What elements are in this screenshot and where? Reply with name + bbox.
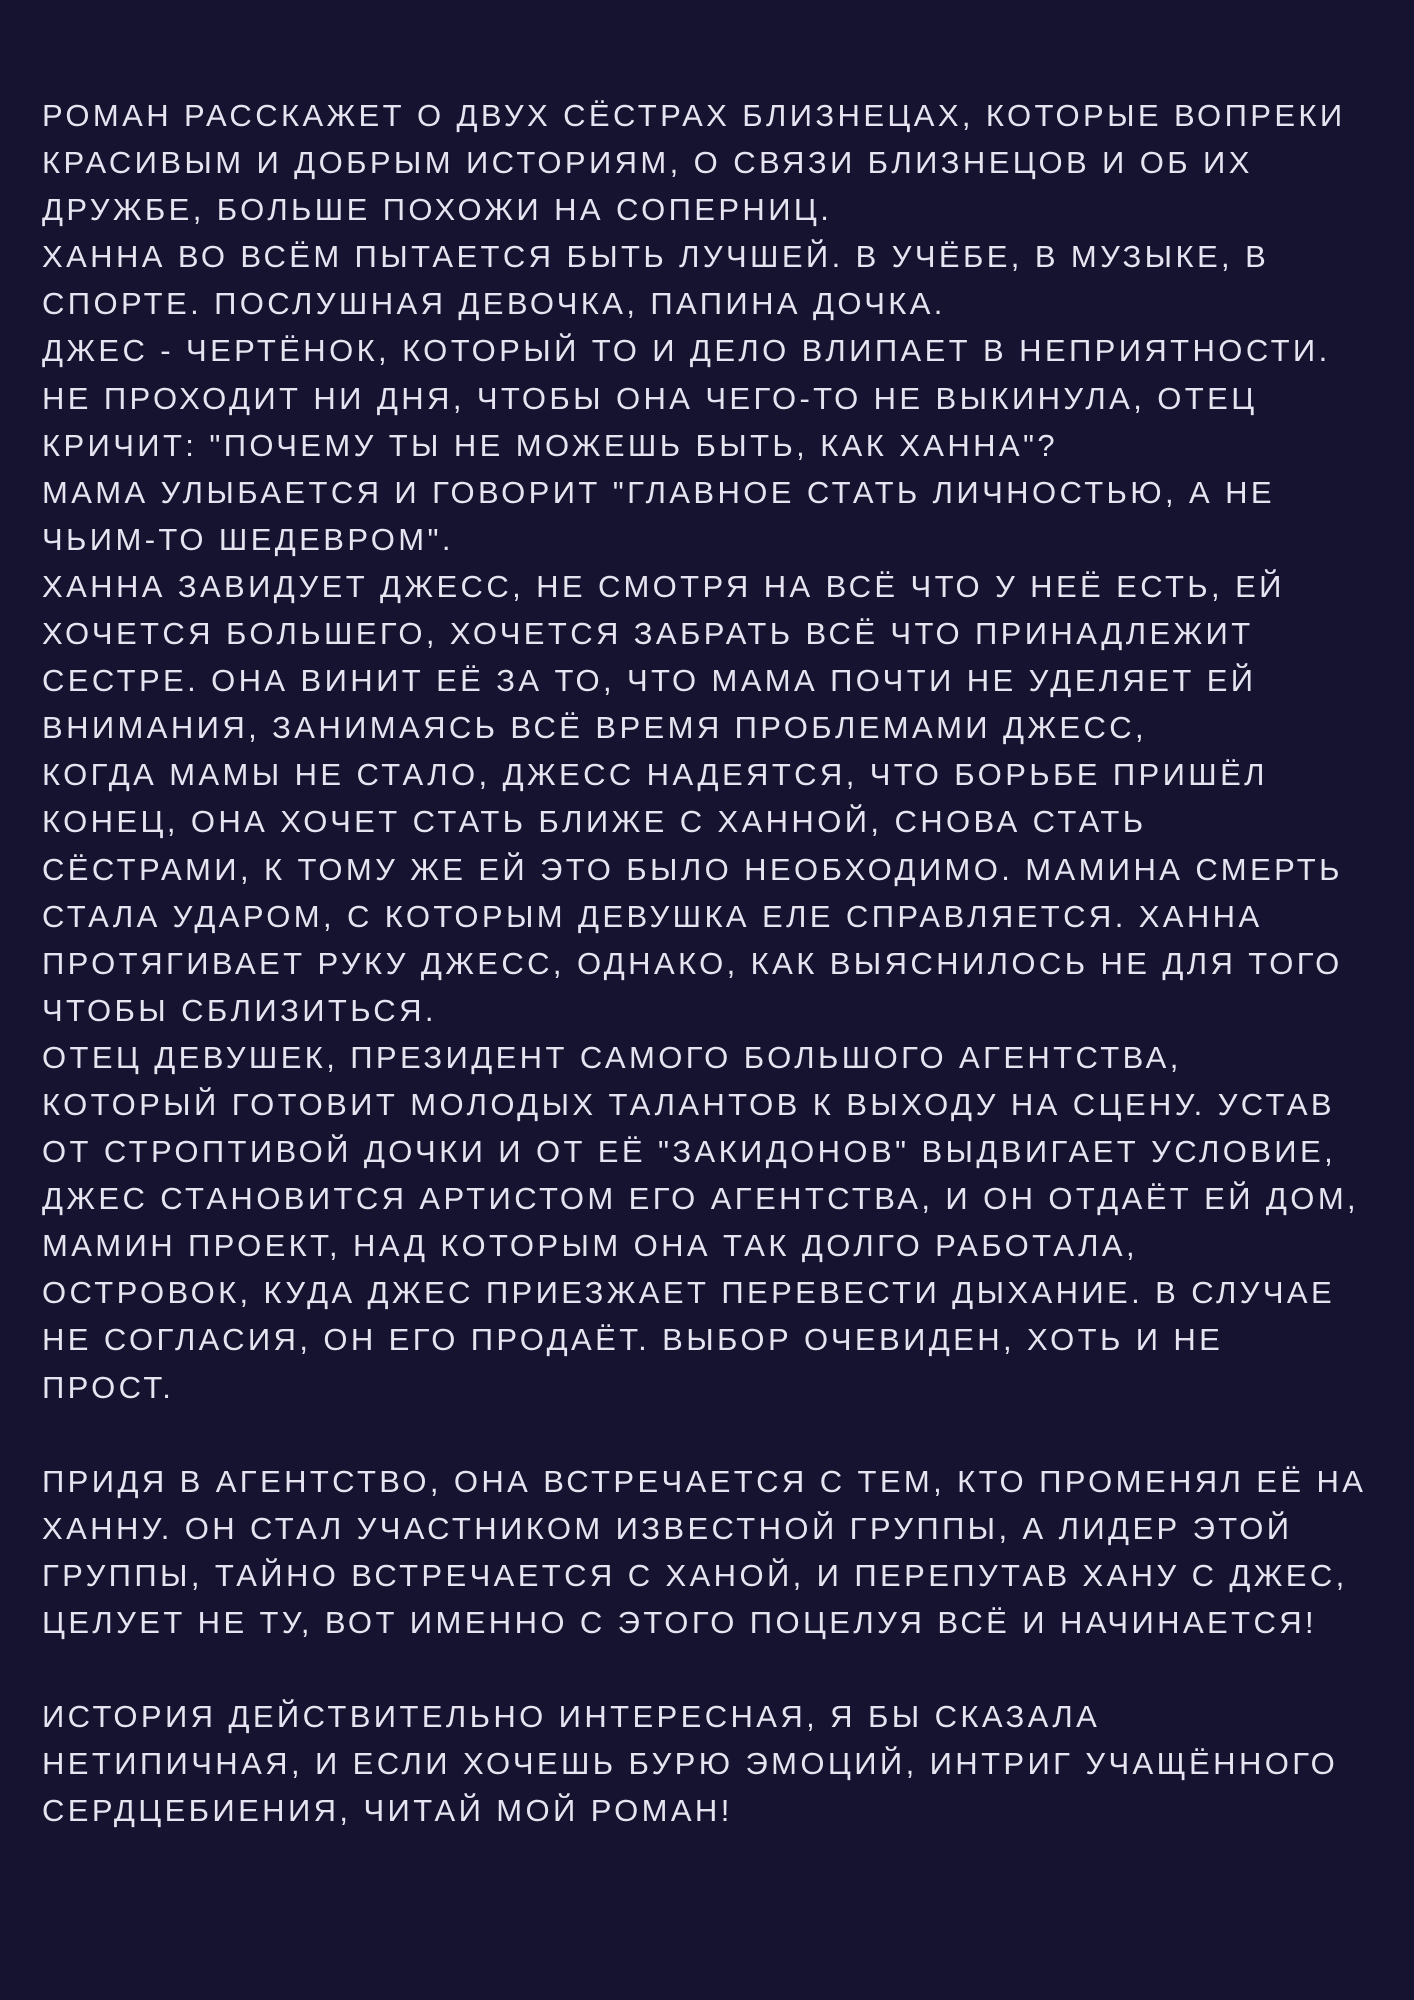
- text-line: ПРОТЯГИВАЕТ РУКУ ДЖЕСС, ОДНАКО, КАК ВЫЯСНИЛОСЬ НЕ ДЛЯ ТОГО: [42, 945, 1343, 981]
- text-line: НЕ СОГЛАСИЯ, ОН ЕГО ПРОДАЁТ. ВЫБОР ОЧЕВИДЕН, ХОТЬ И НЕ: [42, 1322, 1224, 1358]
- text-line: ДЖЕС - ЧЕРТЁНОК, КОТОРЫЙ ТО И ДЕЛО ВЛИПАЕТ В НЕПРИЯТНОСТИ.: [42, 333, 1331, 369]
- text-line: СЕРДЦЕБИЕНИЯ, ЧИТАЙ МОЙ РОМАН!: [42, 1793, 733, 1829]
- text-line: НЕТИПИЧНАЯ, И ЕСЛИ ХОЧЕШЬ БУРЮ ЭМОЦИЙ, ИНТРИГ УЧАЩЁННОГО: [42, 1746, 1339, 1782]
- text-line: КОНЕЦ, ОНА ХОЧЕТ СТАТЬ БЛИЖЕ С ХАННОЙ, СНОВА СТАТЬ: [42, 804, 1147, 840]
- text-line: ОТЕЦ ДЕВУШЕК, ПРЕЗИДЕНТ САМОГО БОЛЬШОГО АГЕНТСТВА,: [42, 1039, 1182, 1075]
- paragraph-closing: [42, 1693, 1392, 1834]
- text-line: ДРУЖБЕ, БОЛЬШЕ ПОХОЖИ НА СОПЕРНИЦ.: [42, 192, 833, 228]
- text-line: КРАСИВЫМ И ДОБРЫМ ИСТОРИЯМ, О СВЯЗИ БЛИЗНЕЦОВ И ОБ ИХ: [42, 145, 1253, 181]
- text-line: НЕ ПРОХОДИТ НИ ДНЯ, ЧТОБЫ ОНА ЧЕГО-ТО НЕ ВЫКИНУЛА, ОТЕЦ: [42, 380, 1258, 416]
- text-line: ДЖЕС СТАНОВИТСЯ АРТИСТОМ ЕГО АГЕНТСТВА, И ОН ОТДАЁТ ЕЙ ДОМ,: [42, 1181, 1360, 1217]
- synopsis-text: [42, 92, 1392, 1834]
- text-line: КОТОРЫЙ ГОТОВИТ МОЛОДЫХ ТАЛАНТОВ К ВЫХОДУ НА СЦЕНУ. УСТАВ: [42, 1086, 1336, 1122]
- text-line: КОГДА МАМЫ НЕ СТАЛО, ДЖЕСС НАДЕЯТСЯ, ЧТО БОРЬБЕ ПРИШЁЛ: [42, 757, 1268, 793]
- text-line: ГРУППЫ, ТАЙНО ВСТРЕЧАЕТСЯ С ХАНОЙ, И ПЕРЕПУТАВ ХАНУ С ДЖЕС,: [42, 1557, 1348, 1593]
- text-line: ЧТОБЫ СБЛИЗИТЬСЯ.: [42, 992, 437, 1028]
- text-line: ИСТОРИЯ ДЕЙСТВИТЕЛЬНО ИНТЕРЕСНАЯ, Я БЫ СКАЗАЛА: [42, 1699, 1101, 1735]
- text-line: ОТ СТРОПТИВОЙ ДОЧКИ И ОТ ЕЁ "ЗАКИДОНОВ" ВЫДВИГАЕТ УСЛОВИЕ,: [42, 1134, 1337, 1170]
- text-line: ХАННА ВО ВСЁМ ПЫТАЕТСЯ БЫТЬ ЛУЧШЕЙ. В УЧЁБЕ, В МУЗЫКЕ, В: [42, 239, 1270, 275]
- text-line: ВНИМАНИЯ, ЗАНИМАЯСЬ ВСЁ ВРЕМЯ ПРОБЛЕМАМИ ДЖЕСС,: [42, 710, 1148, 746]
- text-line: ПРОСТ.: [42, 1369, 175, 1405]
- paragraph-plot: [42, 92, 1392, 1411]
- paragraph-agency: [42, 1458, 1392, 1646]
- text-line: СЕСТРЕ. ОНА ВИНИТ ЕЁ ЗА ТО, ЧТО МАМА ПОЧТИ НЕ УДЕЛЯЕТ ЕЙ: [42, 663, 1257, 699]
- text-line: КРИЧИТ: "ПОЧЕМУ ТЫ НЕ МОЖЕШЬ БЫТЬ, КАК ХАННА"?: [42, 427, 1059, 463]
- text-line: ЧЬИМ-ТО ШЕДЕВРОМ".: [42, 521, 454, 557]
- text-line: ПРИДЯ В АГЕНТСТВО, ОНА ВСТРЕЧАЕТСЯ С ТЕМ, КТО ПРОМЕНЯЛ ЕЁ НА: [42, 1463, 1367, 1499]
- text-line: ЦЕЛУЕТ НЕ ТУ, ВОТ ИМЕННО С ЭТОГО ПОЦЕЛУЯ ВСЁ И НАЧИНАЕТСЯ!: [42, 1605, 1318, 1640]
- text-line: РОМАН РАССКАЖЕТ О ДВУХ СЁСТРАХ БЛИЗНЕЦАХ, КОТОРЫЕ ВОПРЕКИ: [42, 98, 1346, 133]
- text-line: СТАЛА УДАРОМ, С КОТОРЫМ ДЕВУШКА ЕЛЕ СПРАВЛЯЕТСЯ. ХАННА: [42, 898, 1263, 934]
- text-line: ХАННА ЗАВИДУЕТ ДЖЕСС, НЕ СМОТРЯ НА ВСЁ ЧТО У НЕЁ ЕСТЬ, ЕЙ: [42, 568, 1285, 604]
- text-line: СПОРТЕ. ПОСЛУШНАЯ ДЕВОЧКА, ПАПИНА ДОЧКА.: [42, 286, 946, 322]
- text-line: МАМА УЛЫБАЕТСЯ И ГОВОРИТ "ГЛАВНОЕ СТАТЬ ЛИЧНОСТЬЮ, А НЕ: [42, 474, 1275, 510]
- text-line: СЁСТРАМИ, К ТОМУ ЖЕ ЕЙ ЭТО БЫЛО НЕОБХОДИМО. МАМИНА СМЕРТЬ: [42, 851, 1343, 887]
- text-line: МАМИН ПРОЕКТ, НАД КОТОРЫМ ОНА ТАК ДОЛГО РАБОТАЛА,: [42, 1228, 1138, 1264]
- text-line: ОСТРОВОК, КУДА ДЖЕС ПРИЕЗЖАЕТ ПЕРЕВЕСТИ ДЫХАНИЕ. В СЛУЧАЕ: [42, 1275, 1336, 1311]
- text-line: ХАННУ. ОН СТАЛ УЧАСТНИКОМ ИЗВЕСТНОЙ ГРУППЫ, А ЛИДЕР ЭТОЙ: [42, 1510, 1293, 1546]
- text-line: ХОЧЕТСЯ БОЛЬШЕГО, ХОЧЕТСЯ ЗАБРАТЬ ВСЁ ЧТО ПРИНАДЛЕЖИТ: [42, 616, 1254, 652]
